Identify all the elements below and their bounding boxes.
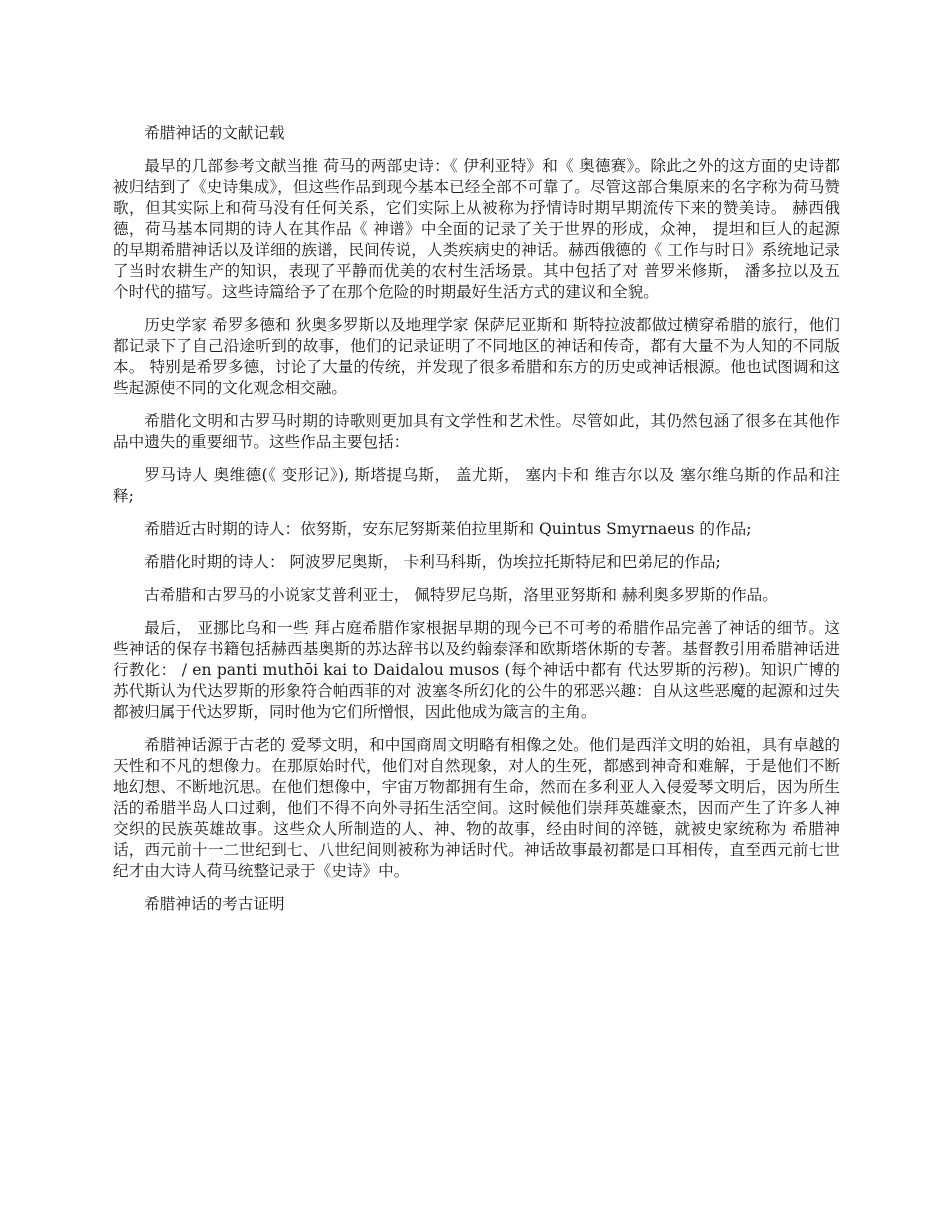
paragraph-historians: 历史学家 希罗多德和 狄奥多罗斯以及地理学家 保萨尼亚斯和 斯特拉波都做过横穿希腊的旅行，他们都记录下了自己沿途听到的故事，他们的记录证明了不同地区的神话和传奇，都有大量不为人知的不同版本。 特别是希罗多德，讨论了大量的传统，并发现了很多希腊和东方的历史或神话根源。他也试图调和这些起源使不同的文化观念相交融。 [113, 316, 840, 397]
paragraph-late-greek-poets: 希腊近古时期的诗人：依努斯，安东尼努斯莱伯拉里斯和 Quintus Smyrnaeus 的作品; [144, 520, 752, 538]
document-page [113, 123, 840, 927]
paragraph-origins: 希腊神话源于古老的 爱琴文明，和中国商周文明略有相像之处。他们是西洋文明的始祖，具有卓越的天性和不凡的想像力。在那原始时代，他们对自然现象，对人的生死，都感到神奇和难解，于是他们不断地幻想、不断地沉思。在他们想像中，宇宙万物都拥有生命，然而在多利亚人入侵爱琴文明后，因为所生活的希腊半岛人口过剩，他们不得不向外寻拓生活空间。这时候他们崇拜英雄豪杰，因而产生了许多人神交织的民族英雄故事。这些众人所制造的人、神、物的故事，经由时间的淬链，就被史家统称为 希腊神话，西元前十一二世纪到七、八世纪间则被称为神话时代。神话故事最初都是口耳相传，直至西元前七世纪才由大诗人荷马统整记录于《史诗》中。 [113, 736, 840, 880]
paragraph-roman-poets: 罗马诗人 奥维德(《 变形记》), 斯塔提乌斯， 盖尤斯， 塞内卡和 维吉尔以及 塞尔维乌斯的作品和注释; [113, 466, 840, 505]
paragraph-hellenistic-poets: 希腊化时期的诗人： 阿波罗尼奥斯， 卡利马科斯，伪埃拉托斯特尼和巴弟尼的作品; [144, 553, 721, 571]
paragraph-novelists: 古希腊和古罗马的小说家艾普利亚士， 佩特罗尼乌斯，洛里亚努斯和 赫利奥多罗斯的作品。 [144, 586, 778, 604]
paragraph-homer-hesiod: 最早的几部参考文献当推 荷马的两部史诗：《 伊利亚特》和《 奥德赛》。除此之外的这方面的史诗都被归结到了《史诗集成》，但这些作品到现今基本已经全部不可靠了。尽管这部合集原来的名字称为荷马赞歌，但其实际上和荷马没有任何关系，它们实际上从被称为抒情诗时期早期流传下来的赞美诗。 赫西俄德，荷马基本同期的诗人在其作品《 神谱》中全面的记录了关于世界的形成，众神， 提坦和巨人的起源的早期希腊神话以及详细的族谱，民间传说，人类疾病史的神话。赫西俄德的《 工作与时日》系统地记录了当时农耕生产的知识，表现了平静而优美的农村生活场景。其中包括了对 普罗米修斯， 潘多拉以及五个时代的描写。这些诗篇给予了在那个危险的时期最好生活方式的建议和全貌。 [113, 157, 840, 301]
section-heading-archaeology: 希腊神话的考古证明 [144, 895, 285, 913]
section-heading-literature: 希腊神话的文献记载 [144, 124, 285, 142]
paragraph-byzantine: 最后， 亚挪比乌和一些 拜占庭希腊作家根据早期的现今已不可考的希腊作品完善了神话的细节。这些神话的保存书籍包括赫西基奥斯的苏达辞书以及约翰泰泽和欧斯塔休斯的专著。基督教引用希腊神话进行教化： / en panti muthōi kai to Daidalou musos (每个神话中都有 代达罗斯的污秽)。知识广博的苏代斯认为代达罗斯的形象符合帕西菲的对 波塞冬所幻化的公牛的邪恶兴趣：自从这些恶魔的起源和过失都被归属于代达罗斯，同时他为它们所憎恨，因此他成为箴言的主角。 [113, 619, 840, 721]
paragraph-hellenistic-roman: 希腊化文明和古罗马时期的诗歌则更加具有文学性和艺术性。尽管如此，其仍然包涵了很多在其他作品中遗失的重要细节。这些作品主要包括： [113, 412, 840, 451]
